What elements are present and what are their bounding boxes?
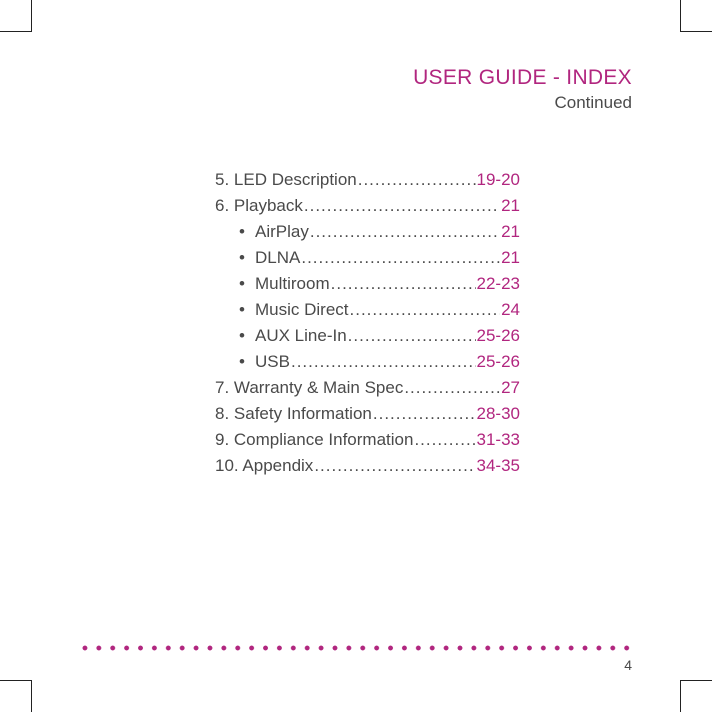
crop-mark-top-right-h [680, 31, 712, 32]
toc-entry[interactable] [215, 404, 520, 430]
toc-entry[interactable] [215, 170, 520, 196]
toc-entry-label: 5. LED Description [215, 170, 357, 189]
toc-entry-label: 6. Playback [215, 196, 303, 215]
bullet-icon: • [239, 352, 245, 371]
bullet-icon: • [239, 300, 245, 319]
bullet-icon: • [239, 326, 245, 345]
table-of-contents [215, 170, 520, 482]
toc-entry[interactable] [215, 430, 520, 456]
toc-entry[interactable] [215, 300, 520, 326]
toc-entry[interactable] [215, 222, 520, 248]
dot-leader [310, 222, 500, 242]
crop-mark-top-right-v [680, 0, 681, 32]
toc-entry-page: 21 [501, 196, 520, 215]
toc-entry-page: 19-20 [476, 170, 520, 189]
dot-leader [314, 456, 475, 476]
toc-entry-label: 10. Appendix [215, 456, 314, 475]
toc-entry-page: 25-26 [476, 352, 520, 371]
toc-entry-label: DLNA [255, 248, 301, 267]
page-number: 4 [624, 657, 632, 673]
toc-entry[interactable] [215, 378, 520, 404]
toc-entry[interactable] [215, 274, 520, 300]
page-title: USER GUIDE - INDEX [413, 66, 632, 89]
toc-entry[interactable] [215, 352, 520, 378]
crop-mark-top-left-v [31, 0, 32, 32]
toc-entry-page: 25-26 [476, 326, 520, 345]
crop-mark-bottom-right-v [680, 680, 681, 712]
page-subtitle: Continued [554, 93, 632, 112]
toc-entry-page: 21 [501, 222, 520, 241]
toc-entry-page: 31-33 [476, 430, 520, 449]
toc-entry[interactable] [215, 196, 520, 222]
dot-leader [350, 300, 501, 320]
dot-leader [331, 274, 476, 294]
toc-entry-page: 27 [501, 378, 520, 397]
toc-entry-label: 7. Warranty & Main Spec [215, 378, 404, 397]
toc-entry-label: USB [255, 352, 290, 371]
toc-entry-page: 22-23 [476, 274, 520, 293]
toc-entry-label: AirPlay [255, 222, 309, 241]
dot-leader [304, 196, 500, 216]
toc-entry-label: Multiroom [255, 274, 330, 293]
toc-entry[interactable] [215, 456, 520, 482]
toc-entry-page: 28-30 [476, 404, 520, 423]
toc-entry[interactable] [215, 326, 520, 352]
toc-entry-label: AUX Line-In [255, 326, 347, 345]
toc-entry-label: 8. Safety Information [215, 404, 372, 423]
crop-mark-bottom-right-h [680, 680, 712, 681]
toc-entry-label: Music Direct [255, 300, 349, 319]
bullet-icon: • [239, 222, 245, 241]
crop-mark-bottom-left-v [31, 680, 32, 712]
dot-leader [358, 170, 476, 190]
toc-entry-page: 34-35 [476, 456, 520, 475]
toc-entry-page: 21 [501, 248, 520, 267]
toc-entry[interactable] [215, 248, 520, 274]
dot-leader [291, 352, 476, 372]
crop-mark-bottom-left-h [0, 680, 32, 681]
toc-entry-label: 9. Compliance Information [215, 430, 414, 449]
crop-mark-top-left-h [0, 31, 32, 32]
dotted-divider [78, 644, 634, 652]
dot-leader [404, 378, 500, 398]
dot-leader [414, 430, 475, 450]
bullet-icon: • [239, 274, 245, 293]
dot-leader [301, 248, 500, 268]
toc-entry-page: 24 [501, 300, 520, 319]
dot-leader [348, 326, 476, 346]
bullet-icon: • [239, 248, 245, 267]
dot-leader [373, 404, 476, 424]
